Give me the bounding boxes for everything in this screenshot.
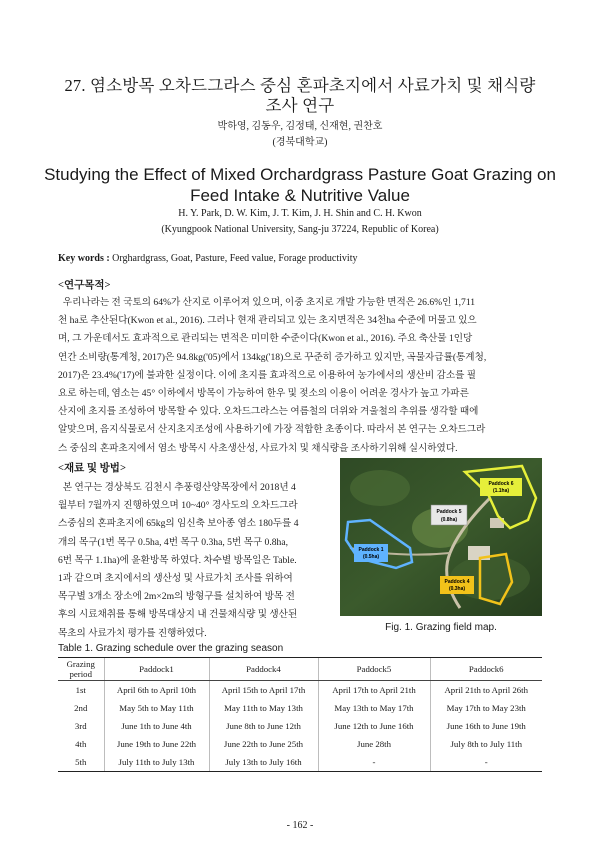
english-title-line-2: Feed Intake & Nutritive Value bbox=[190, 185, 410, 205]
methods-line: 목구별 3개소 장소에 2m×2m의 방형구를 설치하여 방목 전 bbox=[58, 591, 295, 603]
table-cell: June 8th to June 12th bbox=[209, 717, 318, 735]
intro-line: 산지에 초지를 조성하여 방목할 수 있다. 오차드그라스는 여름철의 더위와 겨울철의 추위를 생각할 때에 bbox=[58, 406, 479, 418]
table-cell: - bbox=[318, 753, 430, 772]
table-caption: Table 1. Grazing schedule over the grazing season bbox=[58, 643, 284, 654]
intro-line: 스 중심의 혼파초지에서 염소 방목시 사초생산성, 사료가치 및 채식량을 조사하기위해 실시하였다. bbox=[58, 442, 458, 454]
korean-title-line-2: 조사 연구 bbox=[265, 96, 335, 115]
header-paddock1: Paddock1 bbox=[104, 658, 209, 681]
table-cell: May 11th to May 13th bbox=[209, 699, 318, 717]
paddock1-label: Paddock 1 bbox=[358, 547, 384, 553]
table-cell: 3rd bbox=[74, 721, 87, 731]
english-authors: H. Y. Park, D. W. Kim, J. T. Kim, J. H. Shin and C. H. Kwon bbox=[178, 208, 422, 219]
paddock6-label: Paddock 6 bbox=[488, 481, 514, 487]
intro-heading: <연구목적> bbox=[58, 280, 111, 291]
methods-heading: <재료 및 방법> bbox=[58, 463, 126, 474]
header-paddock5: Paddock5 bbox=[318, 658, 430, 681]
header-grazing-period: Grazing period bbox=[58, 658, 104, 681]
table-cell: 5th bbox=[58, 753, 104, 772]
methods-line: 월부터 7월까지 진행하였으며 10~40° 경사도의 오차드그라 bbox=[58, 500, 298, 512]
english-title bbox=[20, 165, 580, 206]
table-cell: April 21th to April 26th bbox=[430, 681, 542, 700]
methods-line: 본 연구는 경상북도 김천시 추풍령산양목장에서 2018년 4 bbox=[58, 482, 296, 493]
intro-line: 알맞으며, 음지식물로서 산지초지조성에 사용하기에 가장 적합한 초종이다. 따라서 본 연구는 오차드그라 bbox=[58, 424, 486, 436]
table-cell: July 13th to July 16th bbox=[209, 753, 318, 772]
paddock6-area: (1.1ha) bbox=[492, 488, 510, 494]
intro-line: 며, 그 가운데서도 효과적으로 관리되는 면적은 미미한 수준이다(Kwon et al., 2016). 주요 축산물 1인당 bbox=[58, 333, 473, 345]
english-affiliation: (Kyungpook National University, Sang-ju 37224, Republic of Korea) bbox=[161, 224, 439, 235]
english-title-line-1: Studying the Effect of Mixed Orchardgrass Pasture Goat Grazing on bbox=[44, 165, 556, 184]
korean-title bbox=[40, 76, 560, 116]
intro-line: 2017)은 23.4%('17)에 불과한 실정이다. 이에 초지를 효과적으로 이용하여 농가에서의 생산비 감소를 필 bbox=[58, 369, 477, 381]
table-cell: June 28th bbox=[318, 735, 430, 753]
keywords-text: Orghardgrass, Goat, Pasture, Feed value, Forage productivity bbox=[109, 253, 358, 264]
map-tree-patch bbox=[350, 470, 410, 506]
intro-line: 요로 하는데, 염소는 45° 이하에서 방목이 가능하여 한우 및 젖소의 이용이 어려운 경사가 높고 가파른 bbox=[58, 388, 469, 400]
methods-line: 6번 목구 1.1ha)에 윤환방목 하였다. 차수별 방목일은 Table. bbox=[58, 554, 297, 566]
korean-affiliation: (경북대학교) bbox=[272, 137, 328, 148]
paddock5-label: Paddock 5 bbox=[436, 509, 462, 515]
table-cell: April 15th to April 17th bbox=[209, 681, 318, 700]
table-cell: June 19th to June 22th bbox=[104, 735, 209, 753]
table-row bbox=[58, 681, 542, 700]
table-row bbox=[58, 717, 542, 735]
figure-caption: Fig. 1. Grazing field map. bbox=[385, 622, 497, 633]
table-cell: June 12th to June 16th bbox=[318, 717, 430, 735]
table-cell: July 11th to July 13th bbox=[104, 753, 209, 772]
paddock1-area: (0.5ha) bbox=[362, 554, 380, 560]
table-cell: July 8th to July 11th bbox=[430, 735, 542, 753]
table-cell: June 1th to June 4th bbox=[104, 717, 209, 735]
table-cell: June 22th to June 25th bbox=[209, 735, 318, 753]
methods-line: 개의 목구(1번 목구 0.5ha, 4번 목구 0.3ha, 5번 목구 0.8ha, bbox=[58, 536, 288, 548]
table-cell: April 17th to April 21th bbox=[318, 681, 430, 700]
table-row bbox=[58, 699, 542, 717]
table-cell: - bbox=[430, 753, 542, 772]
intro-line: 우리나라는 전 국토의 64%가 산지로 이루어져 있으며, 이중 초지로 개발 가능한 면적은 26.6%인 1,711 bbox=[58, 297, 476, 308]
grazing-field-map bbox=[340, 458, 542, 616]
intro-line: 연간 소비량(통계청, 2017)은 94.8kg('05)에서 134kg('18)으로 꾸준히 증가하고 있지만, 곡물자급률(통계청, bbox=[58, 351, 487, 363]
table-row bbox=[58, 735, 542, 753]
header-paddock6: Paddock6 bbox=[430, 658, 542, 681]
table-cell: 4th bbox=[75, 739, 87, 749]
table-cell: June 16th to June 19th bbox=[430, 717, 542, 735]
keywords bbox=[58, 253, 357, 264]
header-paddock4: Paddock4 bbox=[209, 658, 318, 681]
table-cell: 2nd bbox=[74, 703, 88, 713]
methods-paragraph bbox=[58, 479, 340, 643]
methods-line: 1과 같으며 초지에서의 생산성 및 사료가치 조사를 위하여 bbox=[58, 573, 293, 585]
table-cell: April 6th to April 10th bbox=[104, 681, 209, 700]
methods-line: 목초의 사료가치 평가를 진행하였다. bbox=[58, 627, 207, 639]
methods-line: 스중심의 혼파초지에 65kg의 임신축 보아종 염소 180두를 4 bbox=[58, 518, 299, 530]
table-cell: May 5th to May 11th bbox=[104, 699, 209, 717]
methods-line: 후의 시료채취를 통해 방목대상지 내 건물채식량 및 생산된 bbox=[58, 609, 298, 621]
table-header-row bbox=[58, 658, 542, 681]
table-cell: May 13th to May 17th bbox=[318, 699, 430, 717]
keywords-label: Key words : bbox=[58, 253, 110, 264]
table-row bbox=[58, 753, 542, 772]
grazing-schedule-table bbox=[58, 657, 542, 772]
korean-title-line-1: 27. 염소방목 오차드그라스 중심 혼파초지에서 사료가치 및 채식량 bbox=[64, 76, 536, 95]
paddock4-label: Paddock 4 bbox=[444, 579, 470, 585]
page-number: - 162 - bbox=[286, 820, 314, 831]
korean-authors: 박하영, 김동우, 김정태, 신재현, 권찬호 bbox=[217, 121, 383, 132]
table-cell: 1st bbox=[75, 685, 86, 695]
paddock4-area: (0.3ha) bbox=[448, 586, 466, 592]
table-cell: May 17th to May 23th bbox=[430, 699, 542, 717]
intro-paragraph bbox=[58, 294, 542, 458]
paddock5-area: (0.8ha) bbox=[440, 517, 458, 523]
intro-line: 천 ha로 추산된다(Kwon et al., 2016). 그러나 현재 관리되고 있는 초지면적은 34천ha 수준에 머물고 있으 bbox=[58, 315, 477, 327]
